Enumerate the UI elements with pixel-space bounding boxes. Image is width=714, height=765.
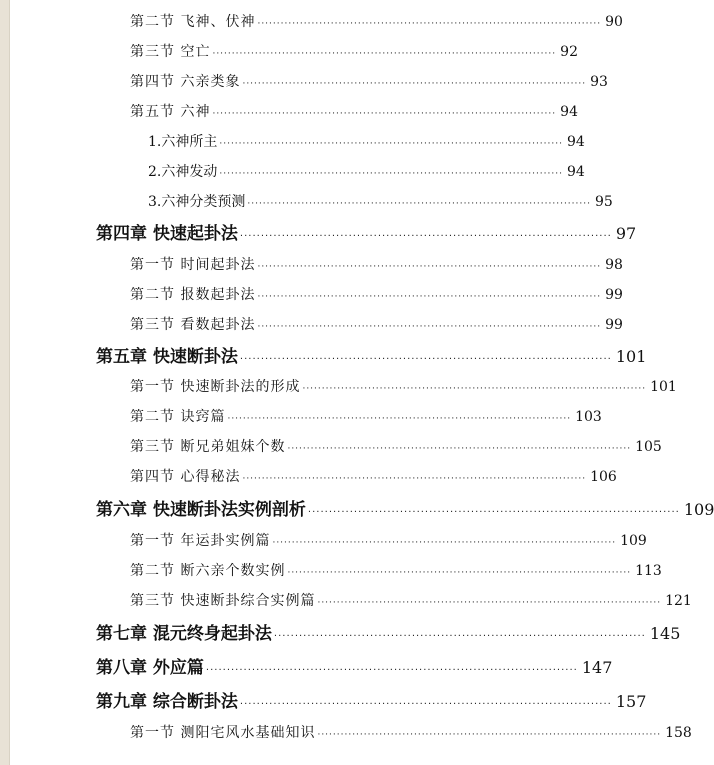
- toc-entry-page: 98: [605, 257, 623, 273]
- toc-dot-leader: ·························································································: [239, 231, 612, 242]
- toc-dot-leader: ·························································································: [257, 322, 602, 332]
- toc-entry-title: 第七章 混元终身起卦法: [96, 624, 272, 644]
- toc-entry-title: 第四章 快速起卦法: [96, 224, 238, 244]
- toc-entry-title: 第五章 快速断卦法: [96, 347, 238, 367]
- toc-entry-page: 94: [560, 104, 578, 120]
- toc-entry-chapter: [96, 619, 681, 645]
- toc-entry-title: 第九章 综合断卦法: [96, 692, 238, 712]
- toc-dot-leader: ·························································································: [273, 631, 646, 642]
- toc-entry-page: 157: [615, 692, 647, 711]
- toc-entry-title: 2.六神发动: [148, 164, 218, 180]
- toc-dot-leader: ·························································································: [247, 199, 591, 209]
- toc-entry-title: 第一节 快速断卦法的形成: [130, 379, 301, 395]
- toc-entry-page: 106: [590, 469, 617, 485]
- toc-entry-section: [130, 722, 692, 744]
- toc-dot-leader: ·························································································: [272, 538, 617, 548]
- toc-entry-title: 1.六神所主: [148, 134, 218, 150]
- toc-entry-page: 94: [566, 164, 585, 180]
- toc-dot-leader: ·························································································: [257, 262, 602, 272]
- toc-entry-title: 第一节 测阳宅风水基础知识: [130, 725, 316, 741]
- toc-entry-page: 94: [566, 134, 585, 150]
- toc-entry-title: 第三节 断兄弟姐妹个数: [130, 439, 286, 455]
- toc-entry-title: 第六章 快速断卦法实例剖析: [96, 500, 306, 520]
- toc-entry-title: 第二节 断六亲个数实例: [130, 563, 286, 579]
- toc-entry-chapter: [96, 342, 647, 368]
- toc-dot-leader: ·························································································: [317, 730, 662, 740]
- toc-entry-section: [130, 466, 617, 488]
- toc-entry-page: 90: [605, 14, 623, 30]
- toc-entry-title: 第一节 时间起卦法: [130, 257, 256, 273]
- toc-dot-leader: ·························································································: [302, 384, 647, 394]
- toc-dot-leader: ·························································································: [307, 507, 680, 518]
- toc-entry-page: 113: [635, 563, 662, 579]
- toc-entry-page: 101: [615, 347, 647, 366]
- toc-entry-page: 99: [605, 287, 623, 303]
- toc-entry-title: 第四节 心得秘法: [130, 469, 241, 485]
- toc-entry-section: [130, 376, 677, 398]
- toc-entry-page: 145: [649, 624, 681, 643]
- toc-entry-section: [130, 284, 623, 306]
- toc-entry-page: 121: [665, 593, 692, 609]
- toc-entry-page: 97: [615, 224, 637, 243]
- toc-dot-leader: ·························································································: [242, 79, 587, 89]
- toc-entry-section: [130, 101, 578, 123]
- toc-entry-section: [130, 71, 608, 93]
- toc-entry-chapter: [96, 653, 613, 679]
- toc-entry-subsection: [148, 191, 613, 213]
- toc-entry-page: 109: [683, 500, 714, 519]
- toc-entry-section: [130, 314, 623, 336]
- toc-entry-subsection: [148, 131, 585, 153]
- toc-entry-chapter: [96, 495, 714, 521]
- toc-entry-title: 第二节 报数起卦法: [130, 287, 256, 303]
- toc-entry-section: [130, 41, 578, 63]
- toc-entry-page: 103: [575, 409, 602, 425]
- toc-dot-leader: ·························································································: [239, 699, 612, 710]
- toc-dot-leader: ·························································································: [239, 354, 612, 365]
- toc-dot-leader: ·························································································: [257, 19, 602, 29]
- toc-entry-page: 95: [594, 194, 613, 210]
- toc-dot-leader: ·························································································: [219, 169, 563, 179]
- toc-entry-page: 101: [650, 379, 677, 395]
- toc-dot-leader: ·························································································: [212, 49, 557, 59]
- toc-entry-title: 第二节 飞神、伏神: [130, 14, 256, 30]
- toc-entry-title: 第三节 快速断卦综合实例篇: [130, 593, 316, 609]
- toc-entry-page: 147: [581, 658, 613, 677]
- toc-entry-title: 3.六神分类预测: [148, 194, 246, 210]
- toc-dot-leader: ·························································································: [227, 414, 572, 424]
- toc-entry-title: 第五节 六神: [130, 104, 211, 120]
- toc-dot-leader: ·························································································: [257, 292, 602, 302]
- toc-entry-section: [130, 406, 602, 428]
- toc-entry-section: [130, 254, 623, 276]
- toc-entry-page: 92: [560, 44, 578, 60]
- toc-entry-section: [130, 590, 692, 612]
- toc-entry-title: 第三节 空亡: [130, 44, 211, 60]
- toc-entry-title: 第四节 六亲类象: [130, 74, 241, 90]
- toc-entry-page: 99: [605, 317, 623, 333]
- toc-entry-section: [130, 560, 662, 582]
- toc-entry-subsection: [148, 161, 585, 183]
- toc-entry-title: 第八章 外应篇: [96, 658, 204, 678]
- toc-entry-title: 第二节 诀窍篇: [130, 409, 226, 425]
- toc-entry-page: 93: [590, 74, 608, 90]
- toc-entry-page: 109: [620, 533, 647, 549]
- toc-entry-title: 第一节 年运卦实例篇: [130, 533, 271, 549]
- toc-dot-leader: ·························································································: [205, 665, 578, 676]
- toc-entry-page: 105: [635, 439, 662, 455]
- toc-entry-section: [130, 11, 623, 33]
- toc-entry-chapter: [96, 687, 647, 713]
- toc-dot-leader: ·························································································: [317, 598, 662, 608]
- toc-entry-page: 158: [665, 725, 692, 741]
- toc-dot-leader: ·························································································: [242, 474, 587, 484]
- toc-dot-leader: ·························································································: [219, 139, 563, 149]
- toc-entry-section: [130, 436, 662, 458]
- toc-entry-chapter: [96, 219, 637, 245]
- toc-dot-leader: ·························································································: [287, 444, 632, 454]
- toc-entry-title: 第三节 看数起卦法: [130, 317, 256, 333]
- toc-dot-leader: ·························································································: [212, 109, 557, 119]
- toc-entry-section: [130, 530, 647, 552]
- toc-dot-leader: ·························································································: [287, 568, 632, 578]
